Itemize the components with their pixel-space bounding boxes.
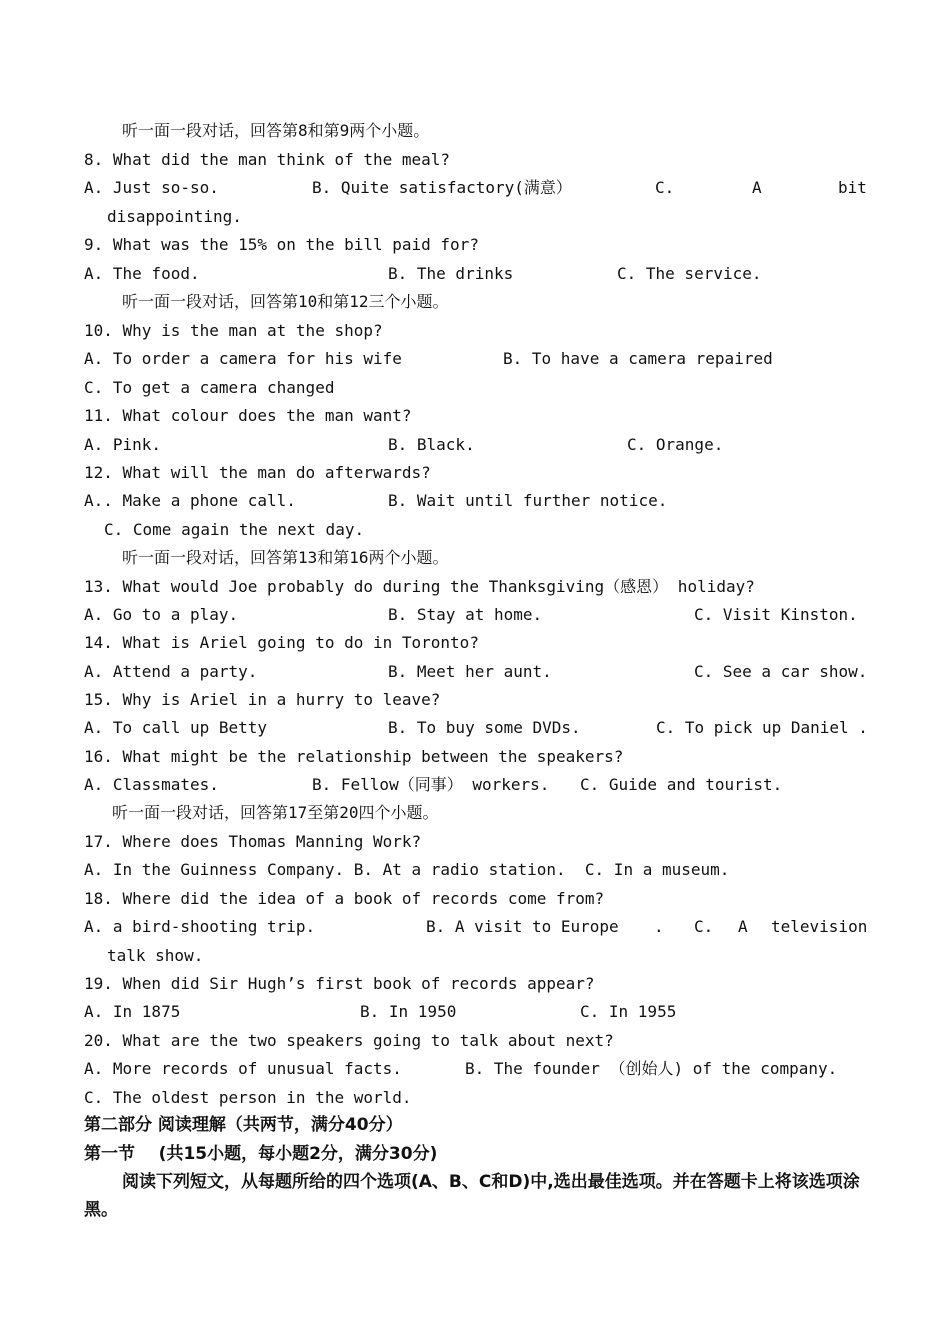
q19-option-a: A. In 1875 xyxy=(84,1002,181,1021)
q18-option-b: B. A visit to Europe xyxy=(426,917,619,936)
q20-option-c: C. The oldest person in the world. xyxy=(84,1088,412,1107)
q16-option-b: B. Fellow（同事） workers. xyxy=(312,775,550,794)
question-16: 16. What might be the relationship between the speakers? xyxy=(84,747,624,766)
q18-option-a: A. a bird-shooting trip. xyxy=(84,917,316,936)
q8-option-b: B. Quite satisfactory(满意） xyxy=(312,178,572,197)
q9-option-a: A. The food. xyxy=(84,264,200,283)
q12-option-c: C. Come again the next day. xyxy=(104,520,365,539)
q18-option-c-label: C. xyxy=(694,917,714,936)
q9-option-c: C. The service. xyxy=(617,264,762,283)
q14-option-c: C. See a car show. xyxy=(694,662,868,681)
q10-option-b: B. To have a camera repaired xyxy=(503,349,773,368)
q8-option-c-word1: A xyxy=(752,178,762,197)
q13-option-b: B. Stay at home. xyxy=(388,605,543,624)
q12-option-a: A.. Make a phone call. xyxy=(84,491,296,510)
question-8: 8. What did the man think of the meal? xyxy=(84,150,451,169)
question-20: 20. What are the two speakers going to talk about next? xyxy=(84,1031,614,1050)
question-14: 14. What is Ariel going to do in Toronto? xyxy=(84,633,479,652)
dialogue-intro: 听一面一段对话，回答第13和第16两个小题。 xyxy=(122,548,449,567)
q18-option-c-word1: A xyxy=(738,917,748,936)
q19-option-b: B. In 1950 xyxy=(360,1002,457,1021)
section-one-heading: 第一节 (共15小题，每小题2分，满分30分) xyxy=(84,1144,438,1164)
q10-option-a: A. To order a camera for his wife xyxy=(84,349,402,368)
q15-option-c: C. To pick up Daniel . xyxy=(656,718,868,737)
dialogue-intro: 听一面一段对话，回答第10和第12三个小题。 xyxy=(122,292,449,311)
question-10: 10. Why is the man at the shop? xyxy=(84,321,383,340)
q9-option-b: B. The drinks xyxy=(388,264,514,283)
q18-option-c-word2: television xyxy=(771,917,868,936)
question-19: 19. When did Sir Hugh’s first book of records appear? xyxy=(84,974,595,993)
q15-option-a: A. To call up Betty xyxy=(84,718,268,737)
q13-option-c: C. Visit Kinston. xyxy=(694,605,858,624)
question-11: 11. What colour does the man want? xyxy=(84,406,412,425)
dialogue-intro: 听一面一段对话，回答第17至第20四个小题。 xyxy=(112,803,439,822)
q18-option-b-dot: . xyxy=(654,917,664,936)
question-9: 9. What was the 15% on the bill paid for? xyxy=(84,235,479,254)
q11-option-a: A. Pink. xyxy=(84,435,162,454)
q17-options: A. In the Guinness Company. B. At a radio station. C. In a museum. xyxy=(84,860,730,879)
q14-option-b: B. Meet her aunt. xyxy=(388,662,552,681)
q12-option-b: B. Wait until further notice. xyxy=(388,491,668,510)
question-18: 18. Where did the idea of a book of records come from? xyxy=(84,889,605,908)
q15-option-b: B. To buy some DVDs. xyxy=(388,718,581,737)
q16-option-a: A. Classmates. xyxy=(84,775,219,794)
q11-option-b: B. Black. xyxy=(388,435,475,454)
q14-option-a: A. Attend a party. xyxy=(84,662,258,681)
q8-option-c-label: C. xyxy=(655,178,675,197)
q8-option-c-word2: bit xyxy=(838,178,867,197)
q8-option-a: A. Just so-so. xyxy=(84,178,219,197)
q11-option-c: C. Orange. xyxy=(627,435,724,454)
part-two-heading: 第二部分 阅读理解（共两节，满分40分） xyxy=(84,1115,403,1135)
q18-option-c-cont: talk show. xyxy=(107,946,204,965)
q13-option-a: A. Go to a play. xyxy=(84,605,239,624)
question-12: 12. What will the man do afterwards? xyxy=(84,463,431,482)
q20-option-b: B. The founder （创始人) of the company. xyxy=(465,1059,838,1078)
q16-option-c: C. Guide and tourist. xyxy=(580,775,783,794)
q10-option-c: C. To get a camera changed xyxy=(84,378,335,397)
q19-option-c: C. In 1955 xyxy=(580,1002,677,1021)
question-17: 17. Where does Thomas Manning Work? xyxy=(84,832,422,851)
reading-instruction: 阅读下列短文，从每题所给的四个选项(A、B、C和D)中,选出最佳选项。并在答题卡上将该选项涂黑。 xyxy=(84,1172,860,1220)
q8-option-c-cont: disappointing. xyxy=(107,207,242,226)
dialogue-intro: 听一面一段对话，回答第8和第9两个小题。 xyxy=(122,121,430,140)
question-13: 13. What would Joe probably do during the Thanksgiving（感恩） holiday? xyxy=(84,577,755,596)
q20-option-a: A. More records of unusual facts. xyxy=(84,1059,402,1078)
question-15: 15. Why is Ariel in a hurry to leave? xyxy=(84,690,441,709)
